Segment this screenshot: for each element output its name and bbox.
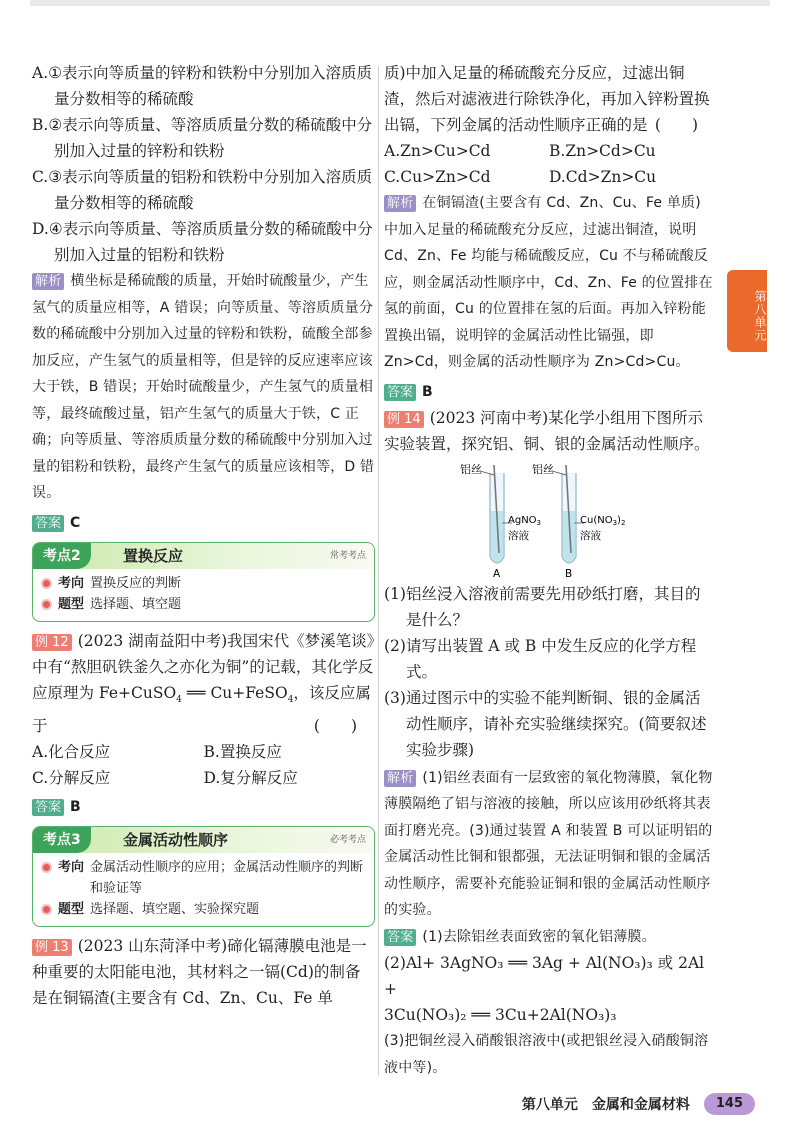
kaodian-2-tixing — [41, 594, 364, 615]
q11-option-a: A.①表示向等质量的锌粉和铁粉中分别加入溶质质量分数相等的稀硫酸 — [32, 64, 373, 108]
tixing-label: 题型 — [58, 596, 85, 612]
q13-option-c: C.Cu>Zn>Cd — [384, 168, 491, 186]
column-divider — [378, 66, 379, 1076]
kaodian-3-tixing — [41, 899, 364, 920]
top-edge-bar — [30, 0, 770, 6]
wire-b-label: 铝丝 — [532, 462, 554, 476]
bullet-icon — [41, 862, 52, 873]
q12-option-c: C.分解反应 — [32, 768, 111, 787]
solution-tag: 解析 — [32, 273, 64, 290]
q14-stem — [384, 405, 714, 457]
q11-option-b: B.②表示向等质量、等溶质质量分数的稀硫酸中分别加入过量的锌粉和铁粉 — [32, 116, 373, 160]
kaoxiang-text: 金属活动性顺序的应用；金属活动性顺序的判断和验证等 — [90, 859, 364, 896]
kaodian-2-kaoxiang — [41, 573, 364, 594]
q14-answer-1: (1)去除铝丝表面致密的氧化铝薄膜。 — [422, 928, 656, 945]
experiment-diagram — [384, 461, 714, 579]
q13-answer — [384, 378, 714, 405]
q13-options — [384, 138, 714, 190]
kaodian-2-frequency: 常考考点 — [329, 550, 366, 561]
q14-answer-3: (3)把铜丝浸入硝酸银溶液中(或把银丝浸入硝酸铜溶液中等)。 — [384, 1033, 709, 1076]
kaodian-3-box — [32, 826, 375, 927]
solution-b-formula: $Cu(NO_3)_2$ — [580, 514, 626, 527]
footer-unit: 第八单元 — [521, 1097, 578, 1113]
answer-tag: 答案 — [384, 384, 416, 401]
kaoxiang-label: 考向 — [58, 575, 85, 591]
example-tag: 例 13 — [32, 939, 72, 956]
q12-blank: ( ) — [313, 716, 357, 735]
bullet-icon — [41, 904, 52, 915]
q14-solution-text: (1)铝丝表面有一层致密的氧化物薄膜，氧化物薄膜隔绝了铝与溶液的接触，所以应该用砂纸将其表面打磨光亮。(3)通过装置 A 和装置 B 可以证明铝的金属活动性比铜和银都强，无法证明铜和银的金属活动性顺序，需要补充能验证铜和银的金属活动性顺序的实验。 — [384, 769, 713, 918]
kaodian-3-kaoxiang — [41, 857, 364, 899]
q14-answer — [384, 924, 714, 951]
q14-question-1: (1)铝丝浸入溶液前需要先用砂纸打磨，其目的是什么？ — [384, 584, 701, 629]
q12-option-a: A.化合反应 — [32, 742, 111, 761]
page-number: 145 — [704, 1093, 755, 1115]
answer-tag: 答案 — [384, 929, 416, 946]
kaoxiang-label: 考向 — [58, 859, 85, 875]
q12-option-d: D.复分解反应 — [203, 768, 298, 787]
solution-a-formula: AgNO$_3$ — [508, 514, 542, 527]
kaodian-2-box — [32, 542, 375, 622]
bullet-icon — [41, 578, 52, 589]
q11-option-d: D.④表示向等质量、等溶质质量分数的稀硫酸中分别加入过量的铝粉和铁粉 — [32, 220, 373, 264]
footer-title: 金属和金属材料 — [591, 1097, 690, 1113]
kaodian-3-header — [33, 827, 374, 853]
q13-option-a: A.Zn>Cu>Cd — [384, 142, 491, 160]
example-tag: 例 14 — [384, 411, 424, 428]
q13-solution-text: 在铜镉渣(主要含有 Cd、Zn、Cu、Fe 单质)中加入足量的稀硫酸充分反应，过滤出铜渣，说明 Cd、Zn、Fe 均能与稀硫酸反应，Cu 不与稀硫酸反应，则金属活动性顺序中，Cd、Zn、Fe 的位置排在氢的前面，Cu 的位置排在氢的后面。再加入锌粉能置换出镉，说明锌的金属活动性比镉强，即 Zn>Cd，则金属的活动性顺序为 Zn>Cd>Cu。 — [384, 195, 713, 370]
q13-option-d: D.Cd>Zn>Cu — [549, 168, 657, 186]
unit-side-tab: 第八单元 — [727, 270, 767, 352]
q12-sub2: 4 — [287, 694, 294, 705]
q14-equation-line-1: (2)Al+ 3AgNO₃ ══ 3Ag + Al(NO₃)₃ 或 2Al + — [384, 954, 705, 998]
kaodian-3-body — [33, 853, 374, 926]
q12-options — [32, 739, 375, 791]
q11-option-c: C.③表示向等质量的铝粉和铁粉中分别加入溶质质量分数相等的稀硫酸 — [32, 168, 373, 212]
q12-stem-part2: Cu+FeSO — [210, 683, 288, 702]
test-tubes-illustration — [384, 461, 714, 579]
tixing-text: 选择题、填空题 — [90, 596, 182, 612]
q13-blank: ( ) — [654, 116, 698, 134]
q12-stem-part1: (2023 湖南益阳中考)我国宋代《梦溪笔谈》中有“熬胆矾铁釜久之亦化为铜”的记载，其化学反应原理为 Fe+CuSO — [32, 631, 375, 702]
q11-solution — [32, 268, 375, 507]
bullet-icon — [41, 599, 52, 610]
answer-tag: 答案 — [32, 799, 64, 816]
kaodian-3-badge: 考点3 — [33, 827, 91, 853]
q14-stem-text: (2023 河南中考)某化学小组用下图所示实验装置，探究铝、铜、银的金属活动性顺序。 — [384, 408, 710, 453]
q11-answer — [32, 509, 375, 536]
tixing-label: 题型 — [58, 901, 85, 917]
q11-answer-value: C — [70, 514, 81, 531]
wire-a-label: 铝丝 — [460, 462, 482, 476]
q11-solution-text: 横坐标是稀硫酸的质量，开始时硫酸量少，产生氢气的质量应相等，A 错误；向等质量、等溶质质量分数的稀硫酸中分别加入过量的锌粉和铁粉，硫酸全部参加反应，产生氢气的质量相等，但是锌的反应速率应该大于铁，B 错误；开始时硫酸量少，产生氢气的质量相等，最终硫酸过量，铝产生氢气的质量大于铁，C 正确；向等质量、等溶质质量分数的稀硫酸中分别加入过量的铝粉和铁粉，最终产生氢气的质量应该相等，D 错误。 — [32, 273, 375, 501]
q13-answer-value: B — [422, 383, 433, 400]
q12-arrow: ══ — [181, 683, 211, 702]
right-column — [384, 60, 714, 1081]
q13-stem-text: (2023 山东菏泽中考)碲化镉薄膜电池是一种重要的太阳能电池，其材料之一镉(Cd)的制备是在铜镉渣(主要含有 Cd、Zn、Cu、Fe 单 — [32, 936, 367, 1007]
q13-continued — [384, 60, 714, 138]
tube-a-label: A — [493, 567, 501, 579]
solution-tag: 解析 — [384, 770, 416, 787]
kaodian-2-badge: 考点2 — [33, 543, 91, 569]
solution-b-word: 溶液 — [580, 529, 601, 542]
tixing-text: 选择题、填空题、实验探究题 — [90, 901, 260, 917]
page-footer — [522, 1093, 755, 1115]
q12-answer-value: B — [70, 798, 81, 815]
kaodian-2-title: 置换反应 — [123, 546, 184, 565]
kaodian-2-header — [33, 543, 374, 569]
kaodian-2-body — [33, 569, 374, 621]
q13-continued-text: 质)中加入足量的稀硫酸充分反应，过滤出铜渣，然后对滤液进行除铁净化，再加入锌粉置换出镉，下列金属的活动性顺序正确的是 — [384, 64, 710, 134]
answer-tag: 答案 — [32, 515, 64, 532]
solution-tag: 解析 — [384, 195, 416, 212]
kaodian-3-frequency: 必考考点 — [329, 834, 366, 845]
q14-solution — [384, 765, 714, 924]
q12-sub1: 4 — [176, 694, 182, 705]
q14-equation-line-2: 3Cu(NO₃)₂ ══ 3Cu+2Al(NO₃)₃ — [384, 1006, 617, 1024]
solution-a-word: 溶液 — [508, 529, 529, 542]
tube-b-label: B — [565, 567, 573, 579]
q13-option-b: B.Zn>Cd>Cu — [549, 142, 656, 160]
q13-solution — [384, 190, 714, 376]
kaoxiang-text: 置换反应的判断 — [90, 575, 182, 591]
q12-stem-part3: ，该反应属于 — [32, 683, 371, 735]
left-column — [32, 60, 375, 1011]
q13-stem — [32, 933, 375, 1011]
q14-question-3: (3)通过图示中的实验不能判断铜、银的金属活动性顺序，请补充实验继续探究。(简要叙述实验步骤) — [384, 688, 707, 759]
q14-question-2: (2)请写出装置 A 或 B 中发生反应的化学方程式。 — [384, 636, 697, 681]
q12-stem — [32, 628, 375, 739]
example-tag: 例 12 — [32, 634, 72, 651]
kaodian-3-title: 金属活动性顺序 — [123, 830, 229, 849]
q12-answer — [32, 793, 375, 820]
q12-option-b: B.置换反应 — [203, 742, 282, 761]
